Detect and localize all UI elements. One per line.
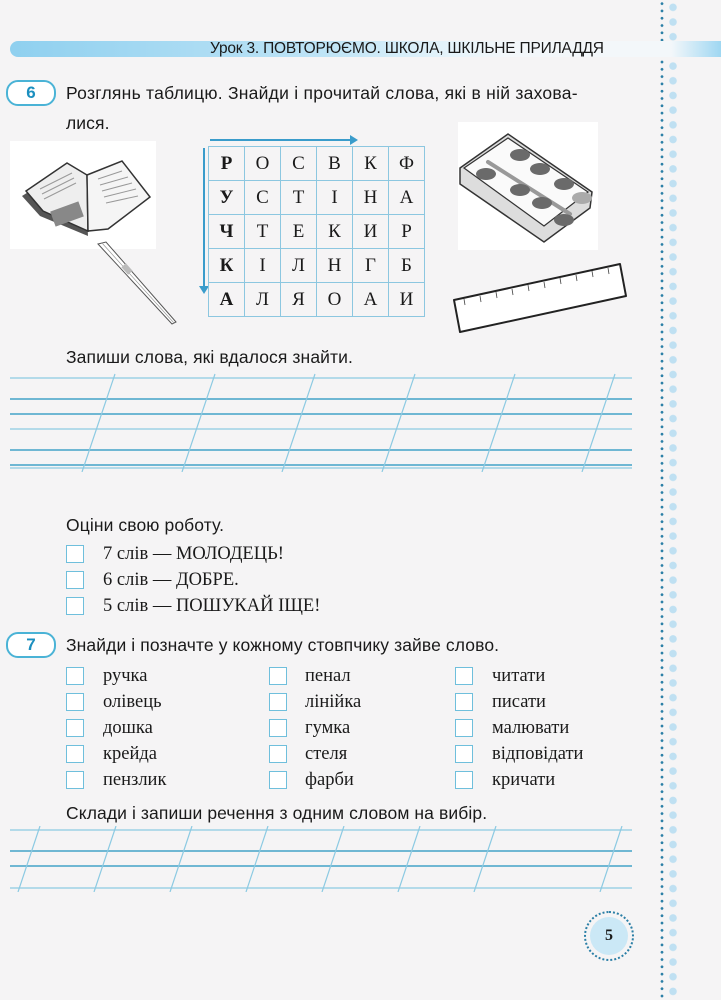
grid-cell[interactable]: Ф [389, 147, 425, 181]
word-label: дошка [103, 717, 153, 738]
grid-row [209, 283, 425, 317]
evaluation-list [66, 541, 320, 619]
word-item [455, 715, 583, 741]
word-label: пенал [305, 665, 351, 686]
checkbox[interactable] [66, 597, 84, 615]
grid-cell[interactable]: Е [281, 215, 317, 249]
word-column-1 [66, 663, 166, 793]
grid-cell[interactable]: Р [389, 215, 425, 249]
checkbox[interactable] [66, 571, 84, 589]
evaluation-option [66, 593, 320, 619]
grid-row [209, 215, 425, 249]
checkbox[interactable] [455, 745, 473, 763]
grid-cell[interactable]: А [209, 283, 245, 317]
option-label: 5 слів — ПОШУКАЙ ІЩЕ! [103, 595, 321, 616]
grid-cell[interactable]: О [245, 147, 281, 181]
checkbox[interactable] [269, 667, 287, 685]
checkbox[interactable] [269, 771, 287, 789]
grid-cell[interactable]: Я [281, 283, 317, 317]
word-item [66, 689, 166, 715]
word-item [455, 741, 583, 767]
book-illustration [10, 141, 156, 249]
writing-lines-1[interactable] [10, 372, 632, 472]
page-number: 5 [590, 917, 628, 955]
checkbox[interactable] [66, 667, 84, 685]
grid-cell[interactable]: Л [281, 249, 317, 283]
word-label: олівець [103, 691, 162, 712]
word-column-3 [455, 663, 583, 793]
task-number-badge: 6 [6, 80, 56, 106]
evaluate-prompt: Оціни свою роботу. [66, 515, 225, 535]
task7-instruction: Знайди і позначте у кожному стовпчику зайве слово. [66, 635, 500, 655]
checkbox[interactable] [66, 745, 84, 763]
word-label: гумка [305, 717, 351, 738]
word-label: фарби [305, 769, 354, 790]
evaluation-option [66, 541, 320, 567]
grid-cell[interactable]: Н [317, 249, 353, 283]
grid-cell[interactable]: Л [245, 283, 281, 317]
paint-box-illustration [458, 122, 598, 250]
grid-cell[interactable]: О [317, 283, 353, 317]
dotted-border-circles [668, 0, 678, 1000]
grid-cell[interactable]: Б [389, 249, 425, 283]
word-label: кричати [492, 769, 556, 790]
checkbox[interactable] [455, 693, 473, 711]
word-item [455, 767, 583, 793]
word-item [66, 741, 166, 767]
instruction-line-2: лися. [66, 113, 110, 133]
word-item [66, 663, 166, 689]
checkbox[interactable] [66, 771, 84, 789]
instruction-line-1: Розглянь таблицю. Знайди і прочитай слова, які в ній захова- [66, 83, 578, 103]
word-item [269, 689, 361, 715]
lesson-title: Урок 3. ПОВТОРЮЄМО. ШКОЛА, ШКІЛЬНЕ ПРИЛАДДЯ [210, 40, 604, 57]
grid-cell[interactable]: І [245, 249, 281, 283]
grid-cell[interactable]: Т [281, 181, 317, 215]
word-label: відповідати [492, 743, 584, 764]
word-item [66, 767, 166, 793]
word-label: писати [492, 691, 546, 712]
writing-lines-2[interactable] [10, 826, 632, 892]
grid-cell[interactable]: Ч [209, 215, 245, 249]
word-label: стеля [305, 743, 348, 764]
grid-cell[interactable]: Т [245, 215, 281, 249]
grid-cell[interactable]: И [389, 283, 425, 317]
grid-cell[interactable]: С [245, 181, 281, 215]
word-label: ручка [103, 665, 148, 686]
pen-illustration [92, 238, 182, 328]
checkbox[interactable] [66, 693, 84, 711]
word-item [66, 715, 166, 741]
vertical-arrow [203, 148, 205, 288]
grid-cell[interactable]: І [317, 181, 353, 215]
word-label: читати [492, 665, 546, 686]
grid-cell[interactable]: А [389, 181, 425, 215]
dotted-border [660, 0, 664, 1000]
word-column-2 [269, 663, 361, 793]
write-prompt: Запиши слова, які вдалося знайти. [66, 347, 353, 367]
grid-cell[interactable]: К [317, 215, 353, 249]
checkbox[interactable] [455, 667, 473, 685]
grid-row [209, 181, 425, 215]
ruler-illustration [450, 262, 640, 334]
task-number-badge: 7 [6, 632, 56, 658]
evaluation-option [66, 567, 320, 593]
letter-grid [208, 146, 425, 317]
word-label: пензлик [103, 769, 167, 790]
checkbox[interactable] [66, 545, 84, 563]
word-label: лінійка [305, 691, 362, 712]
checkbox[interactable] [269, 719, 287, 737]
word-item [455, 663, 583, 689]
word-item [269, 663, 361, 689]
grid-cell[interactable]: К [209, 249, 245, 283]
grid-cell[interactable]: Р [209, 147, 245, 181]
word-label: малювати [492, 717, 570, 738]
checkbox[interactable] [455, 719, 473, 737]
checkbox[interactable] [66, 719, 84, 737]
grid-cell[interactable]: А [353, 283, 389, 317]
checkbox[interactable] [455, 771, 473, 789]
sentence-prompt: Склади і запиши речення з одним словом на вибір. [66, 803, 488, 823]
word-item [269, 741, 361, 767]
grid-row [209, 249, 425, 283]
grid-cell[interactable]: Г [353, 249, 389, 283]
checkbox[interactable] [269, 745, 287, 763]
grid-cell[interactable]: Н [353, 181, 389, 215]
word-item [269, 767, 361, 793]
grid-cell[interactable]: У [209, 181, 245, 215]
word-label: крейда [103, 743, 157, 764]
grid-row [209, 147, 425, 181]
word-item [455, 689, 583, 715]
grid-cell[interactable]: В [317, 147, 353, 181]
grid-cell[interactable]: К [353, 147, 389, 181]
word-item [269, 715, 361, 741]
grid-cell[interactable]: И [353, 215, 389, 249]
checkbox[interactable] [269, 693, 287, 711]
option-label: 6 слів — ДОБРЕ. [103, 569, 239, 590]
grid-cell[interactable]: С [281, 147, 317, 181]
option-label: 7 слів — МОЛОДЕЦЬ! [103, 543, 284, 564]
horizontal-arrow [210, 139, 352, 141]
